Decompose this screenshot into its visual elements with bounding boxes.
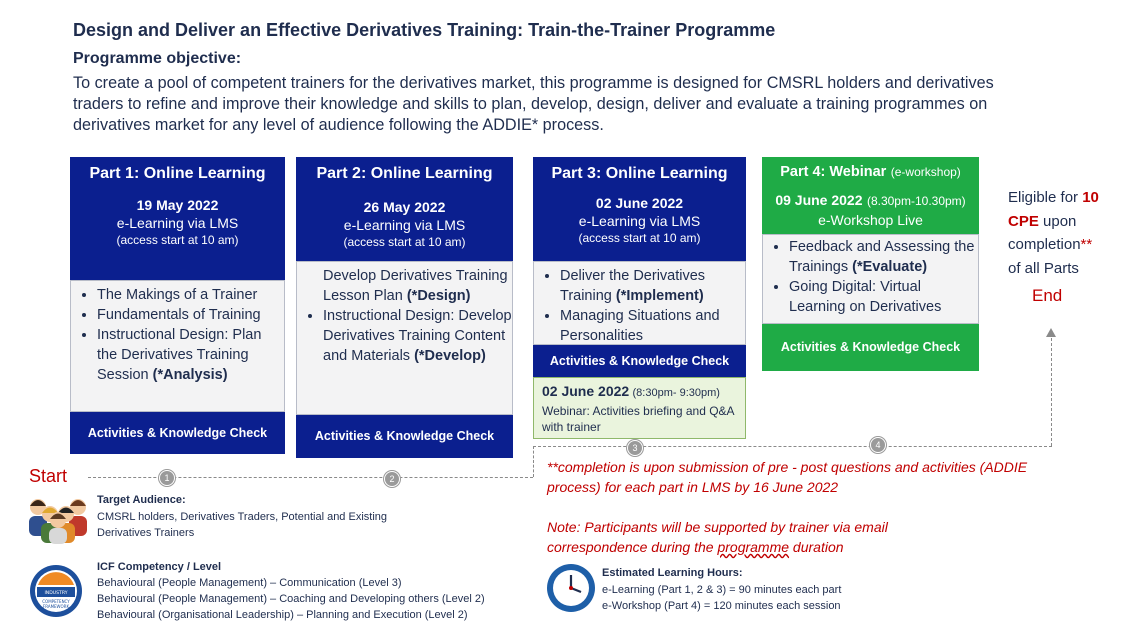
icf-line: Behavioural (People Management) – Communication (Level 3) xyxy=(97,577,402,589)
part-4-title-small: (e-workshop) xyxy=(890,165,961,179)
part-4-item: • Going Digital: Virtual Learning on Derivatives xyxy=(789,277,978,317)
icf-heading: ICF Competency / Level xyxy=(97,561,222,573)
part-4-footer: Activities & Knowledge Check xyxy=(762,324,979,371)
part-1-access: (access start at 10 am) xyxy=(116,233,239,247)
hours-lines xyxy=(602,582,902,614)
timeline-rise xyxy=(1051,338,1052,446)
icf-logo-icon xyxy=(28,563,84,619)
part-4-card xyxy=(762,157,979,371)
timeline-step-1: 1 xyxy=(159,470,175,486)
part-4-mode: e-Workshop Live xyxy=(818,212,923,228)
clock-icon xyxy=(546,563,596,613)
part-3-item: • Deliver the Derivatives Training (*Implement) xyxy=(560,266,741,306)
part-1-item: • Instructional Design: Plan the Derivatives Training Session (*Analysis) xyxy=(97,325,284,385)
part-3-title: Part 3: Online Learning xyxy=(551,165,728,182)
part-2-footer: Activities & Knowledge Check xyxy=(296,415,513,458)
part-1-body xyxy=(70,280,285,412)
arrow-up-icon xyxy=(1046,328,1056,337)
part-1-mode: e-Learning via LMS xyxy=(116,215,239,231)
part-2-header xyxy=(296,157,513,261)
completion-note: **completion is upon submission of pre - post questions and activities (ADDIE process) for each part in LMS by 16 June 2022 xyxy=(547,459,1028,495)
part-2-item: Develop Derivatives Training Lesson Plan (*Design) xyxy=(323,268,508,304)
part-1-item: • The Makings of a Trainer xyxy=(97,285,284,305)
eligibility-note: Eligible for 10 CPE upon completion** of all Parts xyxy=(1008,189,1099,277)
part-1-item: • Fundamentals of Training xyxy=(97,305,284,325)
timeline-connector xyxy=(533,446,534,477)
part-4-item: • Feedback and Assessing the Trainings (*Evaluate) xyxy=(789,237,978,277)
part-3-webinar-desc: Webinar: Activities briefing and Q&A with trainer xyxy=(542,404,734,434)
timeline-step-3: 3 xyxy=(627,440,643,456)
audience-heading: Target Audience: xyxy=(97,494,186,506)
support-note: Note: Participants will be supported by trainer via email correspondence during the programme duration xyxy=(547,519,888,555)
timeline-line-upper xyxy=(533,446,1052,447)
part-2-card xyxy=(296,157,513,458)
part-4-title: Part 4: Webinar xyxy=(780,164,887,180)
hours-line: e-Workshop (Part 4) = 120 minutes each session xyxy=(602,600,841,612)
part-3-body xyxy=(533,261,746,345)
part-4-header xyxy=(762,157,979,234)
timeline-step-4: 4 xyxy=(870,437,886,453)
icf-line: Behavioural (People Management) – Coaching and Developing others (Level 2) xyxy=(97,593,485,605)
part-3-header xyxy=(533,157,746,261)
svg-text:FRAMEWORK: FRAMEWORK xyxy=(42,604,70,609)
part-4-date: 09 June 2022 xyxy=(775,192,863,208)
part-4-body xyxy=(762,234,979,324)
part-3-access: (access start at 10 am) xyxy=(578,231,701,245)
svg-text:INDUSTRY: INDUSTRY xyxy=(44,591,68,596)
start-label: Start xyxy=(29,466,68,486)
part-1-header xyxy=(70,157,285,280)
timeline-line xyxy=(88,477,533,478)
part-2-body xyxy=(296,261,513,415)
objective-text: To create a pool of competent trainers for the derivatives market, this programme is designed for CMSRL holders and derivatives traders to refine and improve their knowledge and skills to plan, develop, design, deliver and evaluate a training programmes on derivatives market for any level of audience following the ADDIE* process. xyxy=(73,74,994,134)
part-2-access: (access start at 10 am) xyxy=(343,235,466,249)
part-3-item: • Managing Situations and Personalities xyxy=(560,306,741,345)
timeline-step-2: 2 xyxy=(384,471,400,487)
part-3-card xyxy=(533,157,746,439)
objective-heading: Programme objective: xyxy=(73,50,242,67)
part-1-footer: Activities & Knowledge Check xyxy=(70,412,285,454)
part-1-title: Part 1: Online Learning xyxy=(89,165,266,182)
people-group-icon xyxy=(26,490,90,544)
end-label: End xyxy=(1032,286,1063,305)
page-title: Design and Deliver an Effective Derivatives Training: Train-the-Trainer Programme xyxy=(73,20,776,40)
svg-text:COMPETENCY: COMPETENCY xyxy=(42,599,70,604)
part-3-mode: e-Learning via LMS xyxy=(578,213,701,229)
part-2-date: 26 May 2022 xyxy=(363,199,446,215)
part-2-title: Part 2: Online Learning xyxy=(316,165,493,182)
part-2-item: • Instructional Design: Develop Derivatives Training Content and Materials (*Develop) xyxy=(323,306,512,366)
part-1-date: 19 May 2022 xyxy=(136,197,219,213)
part-1-card xyxy=(70,157,285,454)
part-4-time: (8.30pm-10.30pm) xyxy=(866,194,966,208)
part-3-date: 02 June 2022 xyxy=(595,195,684,211)
part-3-webinar-date: 02 June 2022 xyxy=(542,383,630,399)
part-2-mode: e-Learning via LMS xyxy=(343,217,466,233)
hours-heading: Estimated Learning Hours: xyxy=(602,567,743,579)
part-3-webinar-box xyxy=(533,377,746,439)
icf-line: Behavioural (Organisational Leadership) – Planning and Execution (Level 2) xyxy=(97,609,468,621)
part-3-webinar-time: (8:30pm- 9:30pm) xyxy=(632,387,720,399)
icf-lines xyxy=(97,575,537,623)
part-3-footer: Activities & Knowledge Check xyxy=(533,345,746,377)
hours-line: e-Learning (Part 1, 2 & 3) = 90 minutes each part xyxy=(602,584,842,596)
audience-text: CMSRL holders, Derivatives Traders, Potential and Existing Derivatives Trainers xyxy=(97,511,387,539)
